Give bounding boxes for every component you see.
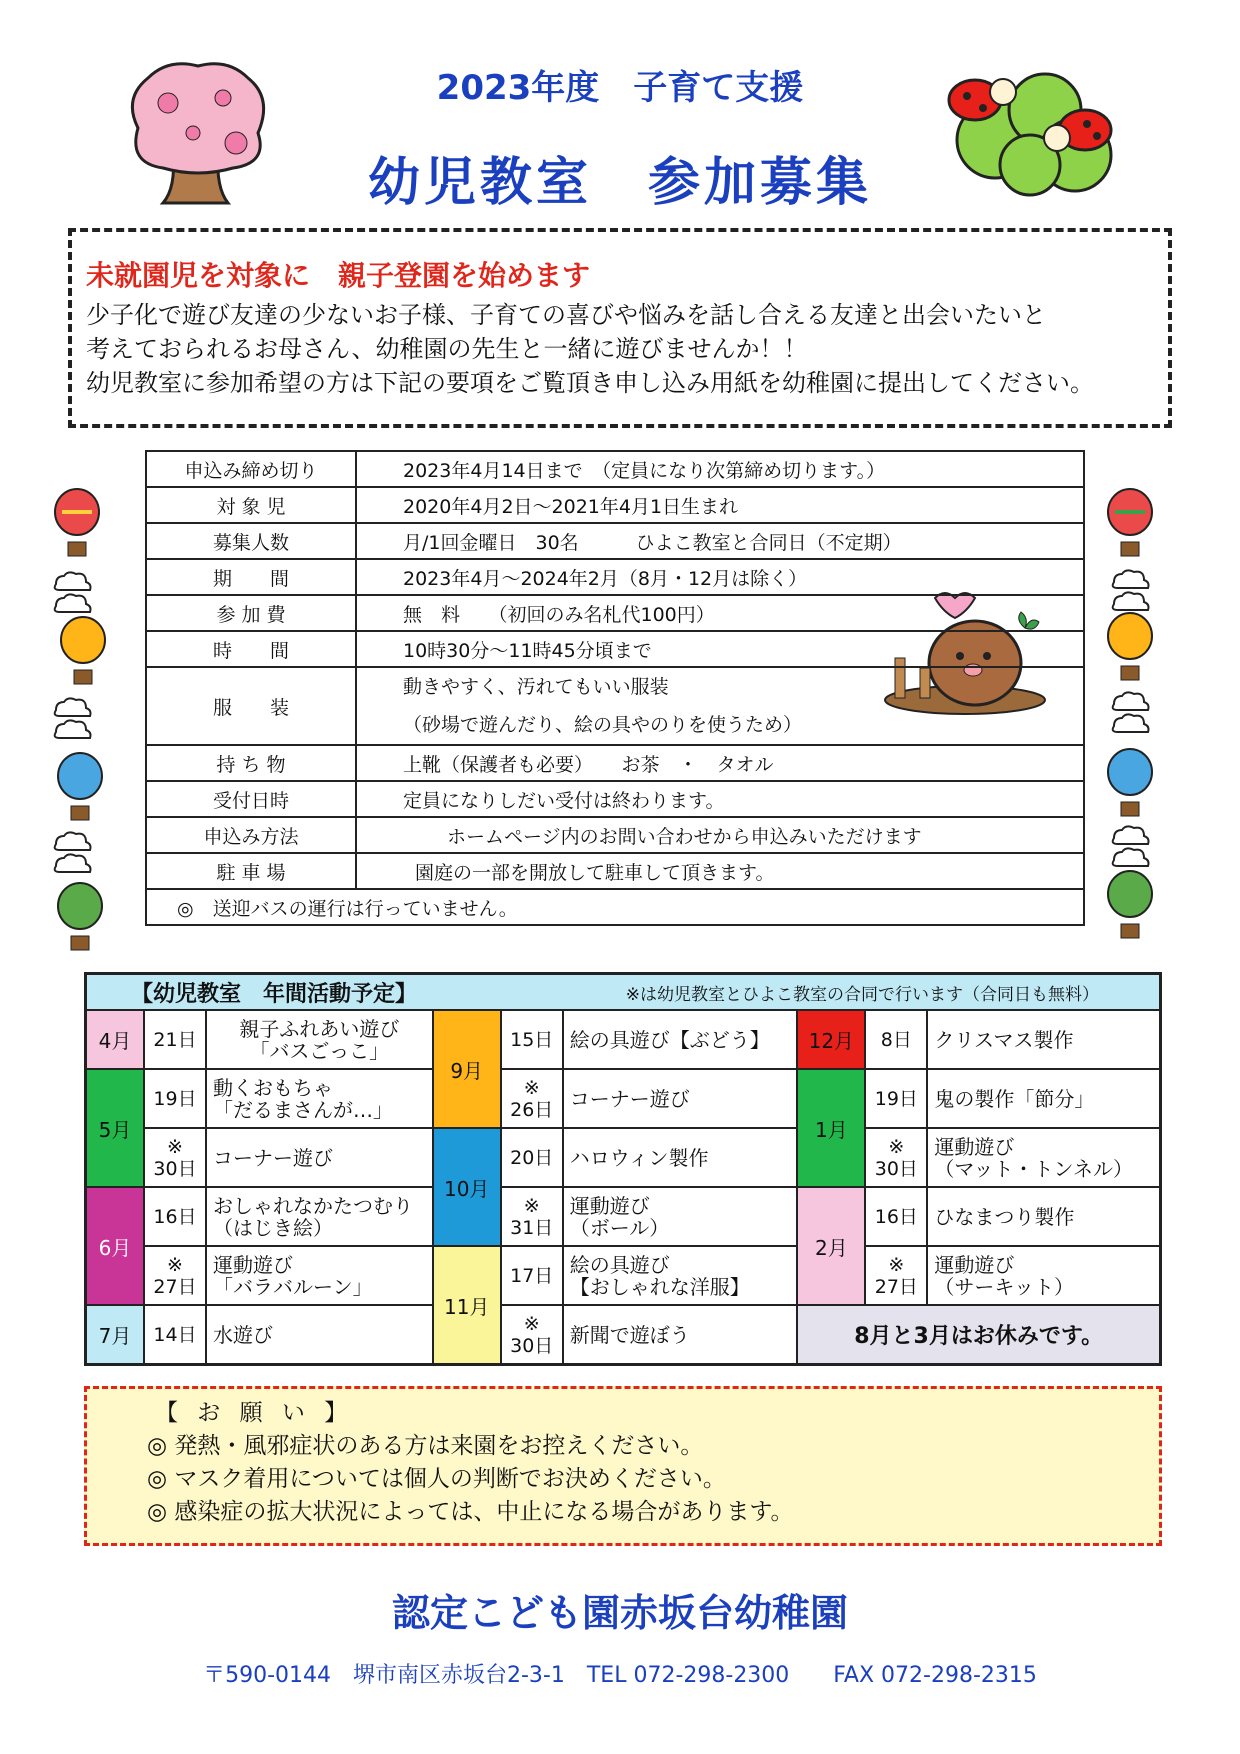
day-cell <box>145 1306 207 1363</box>
activity-text: おしゃれなかたつむり <box>213 1193 413 1218</box>
activity-cell <box>207 1188 432 1245</box>
hot-air-balloon-illustration <box>52 488 102 560</box>
activity-cell <box>564 1247 797 1304</box>
schedule-grid <box>87 1011 1159 1363</box>
notice-item: ◎ 感染症の拡大状況によっては、中止になる場合があります。 <box>147 1499 794 1525</box>
schedule-row <box>866 1011 1159 1068</box>
day-text: 30日 <box>153 1157 197 1180</box>
activity-cell <box>564 1188 797 1245</box>
schedule-row <box>145 1070 432 1129</box>
activity-subtext: 「だるまさんが…」 <box>213 1097 393 1122</box>
cloud-icon <box>1108 824 1156 868</box>
day-cell <box>145 1247 207 1304</box>
month-label: 7月 <box>87 1306 145 1363</box>
activity-subtext: （はじき絵） <box>213 1215 333 1240</box>
requirements-table <box>145 450 1085 926</box>
row-value-line: 動きやすく、汚れてもいい服装 <box>403 676 669 698</box>
month-label: 9月 <box>434 1011 502 1127</box>
row-label: 時 間 <box>146 631 356 667</box>
cloud-icon <box>50 570 98 614</box>
schedule-row <box>145 1188 432 1247</box>
activity-text: 水遊び <box>213 1322 273 1347</box>
row-label: 参 加 費 <box>146 595 356 631</box>
activity-subtext: 【おしゃれな洋服】 <box>569 1274 750 1299</box>
day-text: 16日 <box>153 1205 197 1228</box>
joint-mark: ※ <box>523 1312 540 1335</box>
row-value: 月/1回金曜日 30名 ひよこ教室と合同日（不定期） <box>356 523 1084 559</box>
activity-text: 親子ふれあい遊び <box>239 1016 400 1041</box>
hot-air-balloon-illustration <box>55 882 105 954</box>
month-label: 5月 <box>87 1070 145 1186</box>
month-label: 12月 <box>798 1011 866 1068</box>
day-cell <box>502 1247 564 1304</box>
month-block <box>87 1306 432 1363</box>
activity-cell <box>207 1306 432 1363</box>
table-row <box>146 745 1084 781</box>
month-label: 1月 <box>798 1070 866 1186</box>
row-value: 2023年4月～2024年2月（8月・12月は除く） <box>356 559 1084 595</box>
table-row <box>146 487 1084 523</box>
row-label: 期 間 <box>146 559 356 595</box>
month-label: 6月 <box>87 1188 145 1304</box>
notice-item: ◎ 発熱・風邪症状のある方は来園をお控えください。 <box>147 1433 704 1459</box>
day-cell <box>502 1070 564 1127</box>
row-label: 服 装 <box>146 667 356 745</box>
day-cell <box>866 1188 928 1245</box>
day-text: 15日 <box>510 1028 554 1051</box>
day-text: 19日 <box>153 1087 197 1110</box>
hot-air-balloon-illustration <box>1105 748 1155 820</box>
row-value: 2023年4月14日まで （定員になり次第締め切ります。） <box>356 451 1084 487</box>
row-value: 園庭の一部を開放して駐車して頂きます。 <box>356 853 1084 889</box>
activity-subtext: 「バラバルーン」 <box>213 1274 373 1299</box>
month-block <box>434 1247 797 1363</box>
schedule-row <box>145 1306 432 1363</box>
day-text: 16日 <box>874 1205 918 1228</box>
schedule-row <box>502 1011 797 1070</box>
table-row <box>146 451 1084 487</box>
school-name: 認定こども園赤坂台幼稚園 <box>391 1591 848 1635</box>
joint-mark: ※ <box>167 1135 183 1158</box>
month-label: 11月 <box>434 1247 502 1363</box>
schedule-row <box>145 1247 432 1304</box>
schedule-row <box>502 1070 797 1127</box>
bus-note: ◎ 送迎バスの運行は行っていません。 <box>146 889 1084 925</box>
month-label: 10月 <box>434 1129 502 1245</box>
row-label: 受付日時 <box>146 781 356 817</box>
cloud-icon <box>50 696 98 740</box>
day-cell <box>145 1070 207 1127</box>
hot-air-balloon-illustration <box>1105 488 1155 560</box>
month-block <box>434 1011 797 1129</box>
day-cell <box>866 1129 928 1186</box>
schedule-row <box>502 1247 797 1306</box>
joint-mark: ※ <box>888 1253 905 1276</box>
activity-text: ハロウィン製作 <box>569 1145 709 1170</box>
intro-line: 幼児教室に参加希望の方は下記の要項をご覧頂き申し込み用紙を幼稚園に提出してください。 <box>86 369 1094 397</box>
row-label: 対 象 児 <box>146 487 356 523</box>
activity-cell <box>207 1247 432 1304</box>
activity-cell <box>928 1129 1159 1186</box>
activity-text: 鬼の製作「節分」 <box>934 1086 1095 1111</box>
page-title: 幼児教室 参加募集 <box>367 153 872 213</box>
day-cell <box>502 1011 564 1068</box>
month-block <box>798 1011 1159 1070</box>
joint-mark: ※ <box>167 1253 183 1276</box>
notice-box <box>84 1386 1162 1546</box>
activity-cell <box>928 1011 1159 1068</box>
schedule-row <box>502 1188 797 1245</box>
schedule-header <box>87 975 1159 1011</box>
row-value: 定員になりしだい受付は終わります。 <box>356 781 1084 817</box>
activity-text: 運動遊び <box>934 1252 1015 1277</box>
annual-schedule <box>84 972 1162 1366</box>
activity-text: 動くおもちゃ <box>213 1075 333 1100</box>
month-block <box>87 1188 432 1306</box>
table-row <box>146 853 1084 889</box>
schedule-row <box>502 1129 797 1188</box>
row-value: 2020年4月2日～2021年4月1日生まれ <box>356 487 1084 523</box>
activity-cell <box>564 1070 797 1127</box>
schedule-row <box>866 1247 1159 1304</box>
activity-cell <box>207 1129 432 1186</box>
school-address: 〒590-0144 堺市南区赤坂台2-3-1 TEL 072-298-2300 FAX 072-298-2315 <box>203 1663 1037 1688</box>
notice-item: ◎ マスク着用については個人の判断でお決めください。 <box>147 1466 726 1492</box>
day-cell <box>866 1247 928 1304</box>
intro-line: 考えておられるお母さん、幼稚園の先生と一緒に遊びませんか！！ <box>86 335 808 363</box>
hot-air-balloon-illustration <box>1105 612 1155 684</box>
row-value <box>356 667 1084 745</box>
activity-text: コーナー遊び <box>569 1086 690 1111</box>
activity-cell <box>207 1011 432 1068</box>
schedule-row <box>866 1129 1159 1186</box>
schedule-title: 【幼児教室 年間活動予定】 <box>131 981 418 1007</box>
row-value: 無 料 （初回のみ名札代100円） <box>356 595 1084 631</box>
day-text: 8日 <box>880 1028 912 1051</box>
cloud-icon <box>1108 690 1156 734</box>
table-row <box>146 631 1084 667</box>
intro-heading: 未就園児を対象に 親子登園を始めます <box>86 259 591 292</box>
activity-text: 運動遊び <box>569 1193 650 1218</box>
activity-text: 運動遊び <box>934 1134 1015 1159</box>
day-text: 30日 <box>510 1334 554 1357</box>
day-cell <box>502 1188 564 1245</box>
day-cell <box>145 1011 207 1068</box>
day-cell <box>502 1129 564 1186</box>
closed-months-note: 8月と3月はお休みです。 <box>798 1306 1159 1363</box>
cloud-icon <box>50 830 98 874</box>
schedule-row <box>866 1188 1159 1247</box>
intro-line: 少子化で遊び友達の少ないお子様、子育ての喜びや悩みを話し合える友達と出会いたいと <box>86 301 1046 329</box>
intro-box <box>68 228 1172 428</box>
day-cell <box>145 1129 207 1186</box>
joint-mark: ※ <box>888 1135 905 1158</box>
schedule-column <box>434 1011 799 1363</box>
activity-cell <box>207 1070 432 1127</box>
schedule-column <box>87 1011 434 1363</box>
schedule-row <box>502 1306 797 1363</box>
activity-text: 新聞で遊ぼう <box>569 1322 690 1347</box>
activity-cell <box>928 1247 1159 1304</box>
day-text: 27日 <box>153 1275 197 1298</box>
day-text: 20日 <box>510 1146 554 1169</box>
day-text: 21日 <box>153 1028 197 1051</box>
schedule-note: ※は幼児教室とひよこ教室の合同で行います（合同日も無料） <box>625 984 1099 1005</box>
subtitle: 2023年度 子育て支援 <box>436 68 804 108</box>
day-cell <box>866 1070 928 1127</box>
row-value: 10時30分～11時45分頃まで <box>356 631 1084 667</box>
day-text: 17日 <box>510 1264 554 1287</box>
row-label: 申込み締め切り <box>146 451 356 487</box>
hot-air-balloon-illustration <box>55 752 105 824</box>
schedule-row <box>866 1070 1159 1129</box>
month-block <box>434 1129 797 1247</box>
month-block <box>87 1070 432 1188</box>
day-text: 26日 <box>510 1098 554 1121</box>
activity-cell <box>928 1070 1159 1127</box>
activity-text: 絵の具遊び【ぶどう】 <box>569 1027 770 1052</box>
row-label: 駐 車 場 <box>146 853 356 889</box>
month-label: 2月 <box>798 1188 866 1304</box>
activity-cell <box>564 1306 797 1363</box>
hot-air-balloon-illustration <box>1105 870 1155 942</box>
row-value: ホームページ内のお問い合わせから申込みいただけます <box>356 817 1084 853</box>
cloud-icon <box>1108 568 1156 612</box>
table-row <box>146 523 1084 559</box>
activity-cell <box>928 1188 1159 1245</box>
activity-cell <box>564 1011 797 1068</box>
table-row <box>146 781 1084 817</box>
month-label: 4月 <box>87 1011 145 1068</box>
row-value-line: （砂場で遊んだり、絵の具やのりを使うため） <box>403 714 803 736</box>
day-cell <box>145 1188 207 1245</box>
day-text: 19日 <box>874 1087 918 1110</box>
activity-text: 運動遊び <box>213 1252 293 1277</box>
day-text: 27日 <box>874 1275 918 1298</box>
month-block <box>798 1188 1159 1306</box>
table-row <box>146 817 1084 853</box>
activity-subtext: （サーキット） <box>934 1274 1074 1299</box>
activity-cell <box>564 1129 797 1186</box>
joint-mark: ※ <box>523 1076 540 1099</box>
activity-text: 絵の具遊び <box>569 1252 670 1277</box>
joint-mark: ※ <box>523 1194 540 1217</box>
day-text: 14日 <box>153 1323 197 1346</box>
month-block <box>87 1011 432 1070</box>
schedule-row <box>145 1011 432 1068</box>
row-label: 募集人数 <box>146 523 356 559</box>
activity-text: ひなまつり製作 <box>934 1204 1075 1229</box>
activity-text: クリスマス製作 <box>934 1027 1074 1052</box>
row-label: 申込み方法 <box>146 817 356 853</box>
table-row <box>146 559 1084 595</box>
day-text: 31日 <box>510 1216 554 1239</box>
activity-subtext: （ボール） <box>569 1215 670 1240</box>
day-cell <box>866 1011 928 1068</box>
activity-subtext: 「バスごっこ」 <box>249 1038 390 1063</box>
notice-heading: 【 お 願 い 】 <box>155 1400 354 1426</box>
row-value: 上靴（保護者も必要） お茶 ・ タオル <box>356 745 1084 781</box>
table-row <box>146 667 1084 745</box>
table-row <box>146 889 1084 925</box>
row-label: 持 ち 物 <box>146 745 356 781</box>
table-row <box>146 595 1084 631</box>
activity-subtext: （マット・トンネル） <box>934 1156 1133 1181</box>
schedule-row <box>145 1129 432 1186</box>
day-text: 30日 <box>874 1157 918 1180</box>
day-cell <box>502 1306 564 1363</box>
hot-air-balloon-illustration <box>58 616 108 688</box>
activity-text: コーナー遊び <box>213 1145 333 1170</box>
schedule-column <box>798 1011 1159 1363</box>
month-block <box>798 1070 1159 1188</box>
